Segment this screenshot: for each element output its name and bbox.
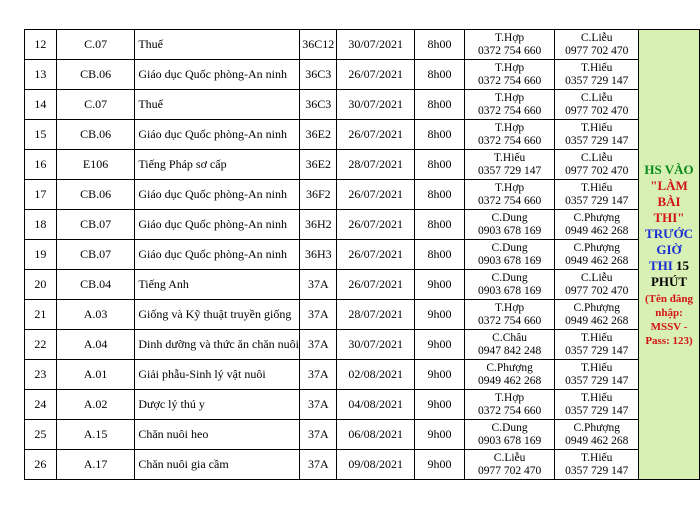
subject-name: Giáo dục Quốc phòng-An ninh	[135, 180, 300, 210]
proctor-2-phone: 0357 729 147	[565, 74, 629, 87]
proctor-1	[464, 420, 555, 450]
room: 36E2	[300, 150, 337, 180]
proctor-1	[464, 150, 555, 180]
table-row	[25, 360, 700, 390]
table-row	[25, 210, 700, 240]
proctor-1	[464, 210, 555, 240]
exam-date: 09/08/2021	[337, 450, 415, 480]
room: 36H3	[300, 240, 337, 270]
exam-date: 26/07/2021	[337, 270, 415, 300]
room: 36C3	[300, 90, 337, 120]
exam-date: 30/07/2021	[337, 30, 415, 60]
proctor-1-phone: 0903 678 169	[477, 284, 542, 297]
row-number: 14	[25, 90, 57, 120]
proctor-2-phone: 0949 462 268	[565, 254, 629, 267]
subject-name: Thuế	[135, 90, 300, 120]
proctor-2	[555, 150, 639, 180]
subject-name: Tiếng Anh	[135, 270, 300, 300]
proctor-2-phone: 0357 729 147	[565, 194, 629, 207]
proctor-2-name: C.Liễu	[580, 271, 613, 284]
subject-name: Giáo dục Quốc phòng-An ninh	[135, 240, 300, 270]
exam-time: 8h00	[415, 150, 465, 180]
proctor-1-name: C.Dung	[491, 211, 528, 224]
proctor-1-name: T.Hợp	[495, 181, 525, 194]
subject-name: Giáo dục Quốc phòng-An ninh	[135, 210, 300, 240]
exam-date: 26/07/2021	[337, 120, 415, 150]
proctor-1-name: T.Hợp	[495, 301, 525, 314]
proctor-1-name: T.Hợp	[495, 121, 525, 134]
proctor-2	[555, 390, 639, 420]
proctor-2-phone: 0977 702 470	[565, 44, 629, 57]
row-number: 17	[25, 180, 57, 210]
proctor-2	[555, 60, 639, 90]
proctor-1	[464, 360, 555, 390]
notice-login-info: (Tên đăng nhập: MSSV - Pass: 123)	[645, 292, 693, 347]
room: 37A	[300, 450, 337, 480]
table-row	[25, 30, 700, 60]
exam-date: 04/08/2021	[337, 390, 415, 420]
proctor-2-phone: 0357 729 147	[565, 404, 629, 417]
proctor-1	[464, 180, 555, 210]
proctor-1-phone: 0372 754 660	[477, 314, 542, 327]
table-row	[25, 150, 700, 180]
room: 37A	[300, 420, 337, 450]
row-number: 13	[25, 60, 57, 90]
room: 37A	[300, 390, 337, 420]
exam-time: 8h00	[415, 60, 465, 90]
exam-date: 26/07/2021	[337, 180, 415, 210]
proctor-2	[555, 420, 639, 450]
proctor-2	[555, 300, 639, 330]
proctor-2-name: C.Liễu	[580, 91, 613, 104]
proctor-2-phone: 0977 702 470	[565, 164, 629, 177]
proctor-2-phone: 0357 729 147	[565, 374, 629, 387]
proctor-2-phone: 0977 702 470	[565, 284, 629, 297]
proctor-1-name: C.Dung	[491, 271, 528, 284]
table-row	[25, 120, 700, 150]
room: 36F2	[300, 180, 337, 210]
course-code: CB.04	[56, 270, 135, 300]
exam-date: 26/07/2021	[337, 60, 415, 90]
exam-time: 9h00	[415, 450, 465, 480]
course-code: A.04	[56, 330, 135, 360]
exam-table-body	[25, 30, 700, 480]
proctor-1	[464, 30, 555, 60]
proctor-1-name: C.Dung	[491, 241, 528, 254]
proctor-2	[555, 180, 639, 210]
exam-date: 28/07/2021	[337, 300, 415, 330]
proctor-2-phone: 0357 729 147	[565, 134, 629, 147]
exam-time: 8h00	[415, 180, 465, 210]
course-code: A.17	[56, 450, 135, 480]
exam-date: 30/07/2021	[337, 330, 415, 360]
subject-name: Dinh dưỡng và thức ăn chăn nuôi	[135, 330, 300, 360]
room: 37A	[300, 360, 337, 390]
proctor-1	[464, 240, 555, 270]
subject-name: Tiếng Pháp sơ cấp	[135, 150, 300, 180]
course-code: CB.07	[56, 210, 135, 240]
table-row	[25, 390, 700, 420]
proctor-2-phone: 0949 462 268	[565, 224, 629, 237]
proctor-2	[555, 90, 639, 120]
proctor-1-phone: 0372 754 660	[477, 44, 542, 57]
proctor-1-name: C.Liễu	[493, 451, 526, 464]
subject-name: Giống và Kỹ thuật truyền giống	[135, 300, 300, 330]
room: 37A	[300, 330, 337, 360]
proctor-2-phone: 0357 729 147	[565, 344, 629, 357]
exam-date: 30/07/2021	[337, 90, 415, 120]
proctor-1	[464, 390, 555, 420]
proctor-2	[555, 120, 639, 150]
proctor-1-name: C.Phượng	[486, 361, 533, 374]
room: 36C3	[300, 60, 337, 90]
subject-name: Chăn nuôi gia cầm	[135, 450, 300, 480]
notice-line-lam: "LÀM	[650, 177, 688, 193]
subject-name: Dược lý thú y	[135, 390, 300, 420]
proctor-1	[464, 90, 555, 120]
proctor-2-name: C.Phượng	[573, 421, 620, 434]
row-number: 24	[25, 390, 57, 420]
room: 37A	[300, 270, 337, 300]
course-code: A.02	[56, 390, 135, 420]
proctor-2-phone: 0949 462 268	[565, 314, 629, 327]
notice-line-bai: BÀI	[657, 193, 681, 209]
room: 36H2	[300, 210, 337, 240]
proctor-1	[464, 120, 555, 150]
exam-time: 8h00	[415, 90, 465, 120]
proctor-1	[464, 450, 555, 480]
proctor-2	[555, 30, 639, 60]
exam-time: 9h00	[415, 360, 465, 390]
proctor-2-name: C.Phượng	[573, 211, 620, 224]
proctor-1-name: T.Hiếu	[493, 151, 526, 164]
table-row	[25, 90, 700, 120]
notice-line-thi15-b: 15	[676, 257, 690, 273]
room: 37A	[300, 300, 337, 330]
proctor-1-phone: 0372 754 660	[477, 104, 542, 117]
proctor-2	[555, 210, 639, 240]
proctor-1-phone: 0903 678 169	[477, 224, 542, 237]
notice-line-hs: HS VÀO	[644, 161, 694, 177]
proctor-1-phone: 0372 754 660	[477, 194, 542, 207]
proctor-2-name: T.Hiếu	[580, 391, 613, 404]
notice-line-truoc: TRƯỚC	[645, 225, 693, 241]
row-number: 21	[25, 300, 57, 330]
proctor-2	[555, 240, 639, 270]
proctor-1-name: C.Dung	[491, 421, 528, 434]
row-number: 20	[25, 270, 57, 300]
exam-date: 26/07/2021	[337, 210, 415, 240]
row-number: 15	[25, 120, 57, 150]
table-row	[25, 330, 700, 360]
proctor-2-phone: 0949 462 268	[565, 434, 629, 447]
exam-date: 02/08/2021	[337, 360, 415, 390]
proctor-1-name: T.Hợp	[495, 61, 525, 74]
proctor-1-phone: 0977 702 470	[477, 464, 542, 477]
room: 36E2	[300, 120, 337, 150]
proctor-1-phone: 0372 754 660	[477, 74, 542, 87]
course-code: C.07	[56, 30, 135, 60]
exam-notice	[639, 30, 700, 480]
row-number: 12	[25, 30, 57, 60]
table-row	[25, 180, 700, 210]
proctor-1	[464, 300, 555, 330]
proctor-1	[464, 60, 555, 90]
proctor-2-name: T.Hiếu	[580, 331, 613, 344]
exam-time: 9h00	[415, 390, 465, 420]
proctor-2-name: C.Liễu	[580, 151, 613, 164]
proctor-1-name: T.Hợp	[495, 91, 525, 104]
proctor-2	[555, 360, 639, 390]
proctor-2-name: T.Hiếu	[580, 181, 613, 194]
exam-time: 8h00	[415, 240, 465, 270]
proctor-1-name: C.Châu	[492, 331, 527, 344]
table-row	[25, 60, 700, 90]
subject-name: Chăn nuôi heo	[135, 420, 300, 450]
proctor-1-phone: 0903 678 169	[477, 434, 542, 447]
proctor-1	[464, 270, 555, 300]
exam-time: 8h00	[415, 210, 465, 240]
proctor-1-phone: 0947 842 248	[477, 344, 542, 357]
proctor-2	[555, 450, 639, 480]
proctor-1-name: T.Hợp	[495, 31, 525, 44]
proctor-2-name: C.Phượng	[573, 241, 620, 254]
course-code: CB.06	[56, 120, 135, 150]
course-code: A.15	[56, 420, 135, 450]
proctor-2-name: T.Hiếu	[580, 451, 613, 464]
proctor-2-phone: 0357 729 147	[565, 464, 629, 477]
exam-schedule	[24, 29, 700, 480]
proctor-1-phone: 0372 754 660	[477, 134, 542, 147]
course-code: CB.07	[56, 240, 135, 270]
subject-name: Giáo dục Quốc phòng-An ninh	[135, 120, 300, 150]
subject-name: Giải phẫu-Sinh lý vật nuôi	[135, 360, 300, 390]
row-number: 18	[25, 210, 57, 240]
table-row	[25, 240, 700, 270]
proctor-2-name: C.Phượng	[573, 301, 620, 314]
proctor-2-name: T.Hiếu	[580, 361, 613, 374]
proctor-1	[464, 330, 555, 360]
notice-line-thi15-a: THI	[648, 257, 673, 273]
exam-time: 9h00	[415, 270, 465, 300]
subject-name: Giáo dục Quốc phòng-An ninh	[135, 60, 300, 90]
exam-time: 8h00	[415, 120, 465, 150]
course-code: E106	[56, 150, 135, 180]
row-number: 25	[25, 420, 57, 450]
proctor-1-phone: 0357 729 147	[477, 164, 542, 177]
proctor-2	[555, 270, 639, 300]
row-number: 19	[25, 240, 57, 270]
course-code: CB.06	[56, 180, 135, 210]
course-code: A.03	[56, 300, 135, 330]
proctor-2-phone: 0977 702 470	[565, 104, 629, 117]
notice-line-phut: PHÚT	[650, 273, 688, 289]
row-number: 26	[25, 450, 57, 480]
exam-time: 8h00	[415, 30, 465, 60]
proctor-2-name: T.Hiếu	[580, 121, 613, 134]
notice-line-thi: THI"	[653, 209, 685, 225]
table-row	[25, 450, 700, 480]
row-number: 22	[25, 330, 57, 360]
table-row	[25, 300, 700, 330]
exam-time: 9h00	[415, 420, 465, 450]
course-code: A.01	[56, 360, 135, 390]
proctor-1-name: T.Hợp	[495, 391, 525, 404]
proctor-1-phone: 0949 462 268	[477, 374, 542, 387]
proctor-1-phone: 0372 754 660	[477, 404, 542, 417]
subject-name: Thuế	[135, 30, 300, 60]
exam-date: 26/07/2021	[337, 240, 415, 270]
proctor-2-name: T.Hiếu	[580, 61, 613, 74]
course-code: CB.06	[56, 60, 135, 90]
room: 36C12	[300, 30, 337, 60]
table-row	[25, 270, 700, 300]
exam-time: 9h00	[415, 330, 465, 360]
row-number: 16	[25, 150, 57, 180]
exam-table	[24, 29, 700, 480]
row-number: 23	[25, 360, 57, 390]
notice-line-gio: GIỜ	[656, 241, 682, 257]
exam-date: 28/07/2021	[337, 150, 415, 180]
exam-time: 9h00	[415, 300, 465, 330]
proctor-1-phone: 0903 678 169	[477, 254, 542, 267]
course-code: C.07	[56, 90, 135, 120]
proctor-2	[555, 330, 639, 360]
table-row	[25, 420, 700, 450]
proctor-2-name: C.Liễu	[580, 31, 613, 44]
exam-date: 06/08/2021	[337, 420, 415, 450]
